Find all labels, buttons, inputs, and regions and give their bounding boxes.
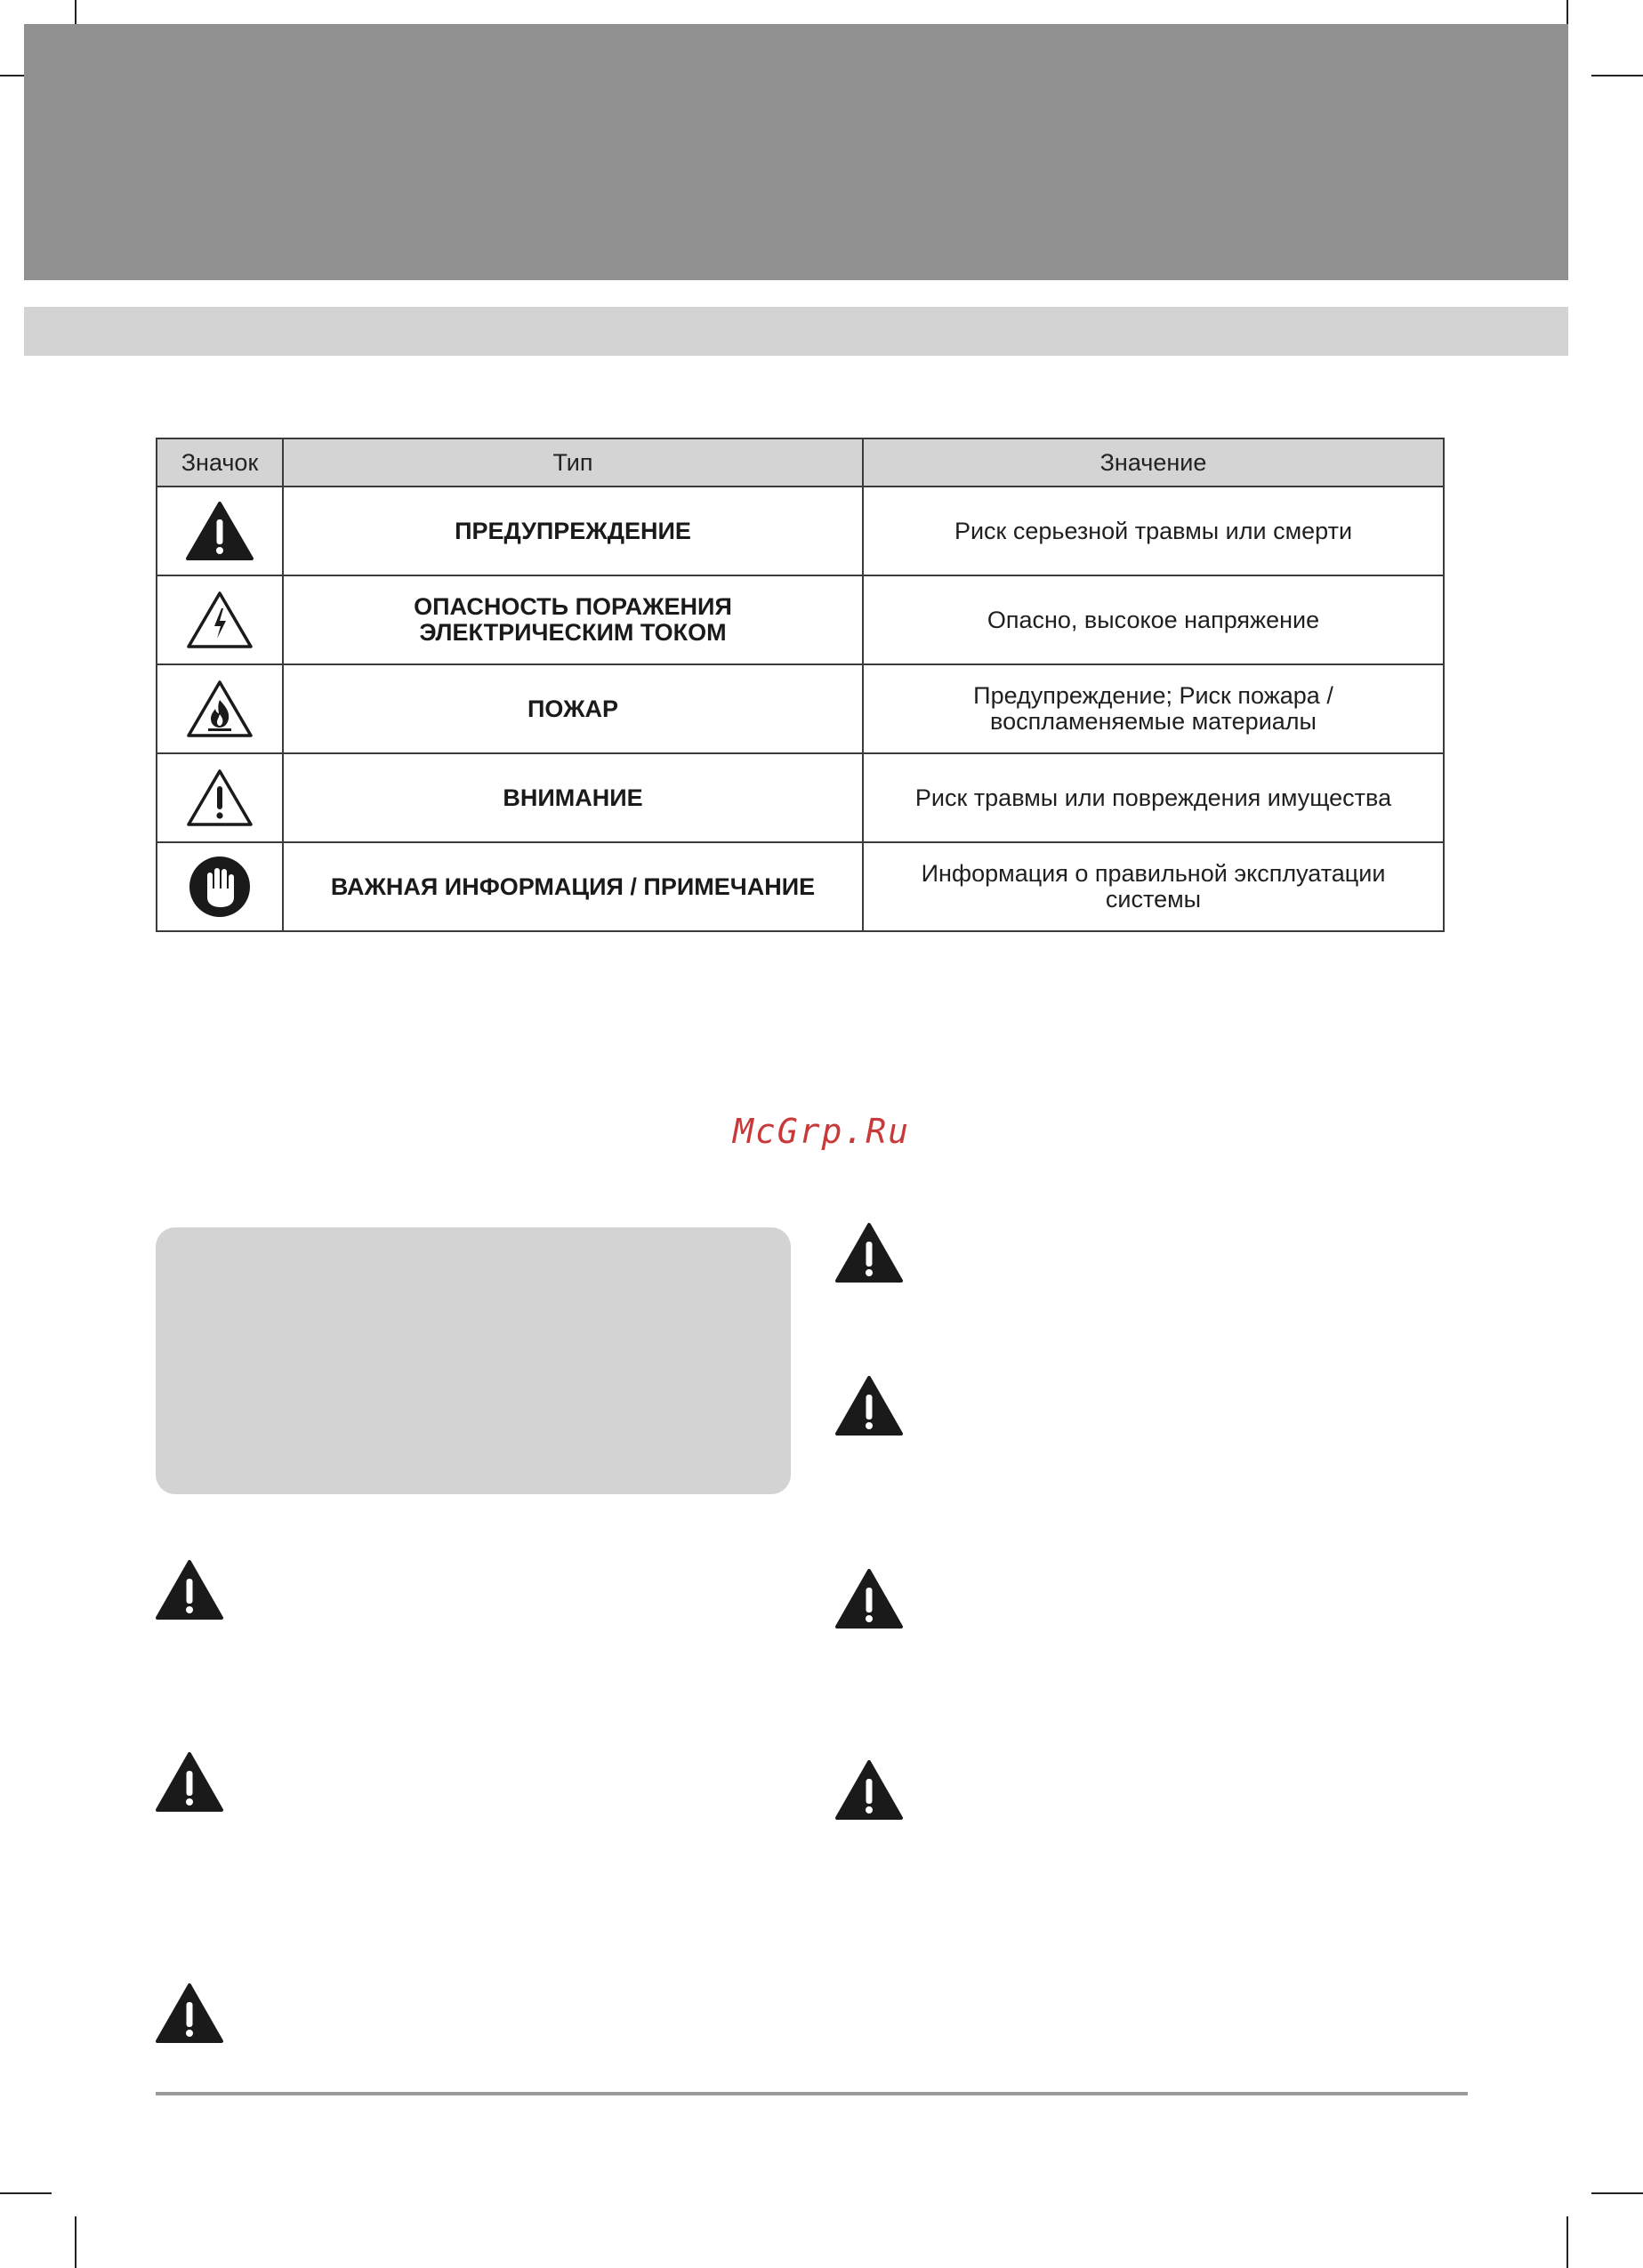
- meaning-text: воспламеняемые материалы: [990, 708, 1317, 735]
- table-header-row: [157, 438, 1444, 487]
- caution-outline-icon: [185, 767, 254, 829]
- type-text: ВНИМАНИЕ: [503, 784, 643, 811]
- type-text: ПОЖАР: [528, 695, 618, 722]
- warning-filled-icon: [185, 500, 254, 562]
- crop-mark: [1591, 75, 1643, 76]
- symbols-table: [156, 438, 1445, 932]
- meaning-text: Риск травмы или повреждения имущества: [914, 784, 1392, 811]
- meaning-text: Информация о правильной эксплуатации: [921, 860, 1386, 887]
- type-text: ЭЛЕКТРИЧЕСКИМ ТОКОМ: [419, 619, 727, 646]
- warning-icon: [834, 1221, 904, 1285]
- warning-icon: [155, 1750, 224, 1814]
- type-cell: [283, 575, 863, 664]
- type-cell: [283, 487, 863, 575]
- section-title-band: [24, 307, 1568, 356]
- warning-icon: [155, 1558, 224, 1622]
- table-row: [157, 487, 1444, 575]
- column-header-meaning: Значение: [863, 438, 1444, 487]
- column-header-type: Тип: [283, 438, 863, 487]
- icon-cell: [157, 753, 283, 842]
- watermark: McGrp.Ru: [732, 1112, 911, 1151]
- meaning-cell: [863, 753, 1444, 842]
- type-text: ПРЕДУПРЕЖДЕНИЕ: [455, 517, 691, 544]
- icon-cell: [157, 664, 283, 753]
- header-band: [24, 24, 1568, 280]
- type-text: ОПАСНОСТЬ ПОРАЖЕНИЯ: [414, 593, 732, 620]
- crop-mark: [0, 2192, 52, 2194]
- hand-stop-icon: [188, 855, 252, 919]
- footer-rule: [156, 2092, 1468, 2095]
- crop-mark: [1566, 2216, 1568, 2268]
- meaning-text: Предупреждение; Риск пожара /: [973, 682, 1333, 709]
- meaning-cell: [863, 664, 1444, 753]
- meaning-cell: [863, 842, 1444, 931]
- type-text: ВАЖНАЯ ИНФОРМАЦИЯ / ПРИМЕЧАНИЕ: [330, 873, 816, 900]
- type-cell: [283, 664, 863, 753]
- warning-icon: [834, 1567, 904, 1631]
- table-row: [157, 664, 1444, 753]
- warning-icon: [834, 1374, 904, 1438]
- meaning-cell: [863, 575, 1444, 664]
- meaning-text: Риск серьезной травмы или смерти: [954, 517, 1353, 544]
- icon-cell: [157, 487, 283, 575]
- meaning-text: Опасно, высокое напряжение: [987, 606, 1320, 633]
- table-row: [157, 575, 1444, 664]
- icon-cell: [157, 842, 283, 931]
- electric-shock-icon: [185, 589, 254, 651]
- meaning-text: системы: [1105, 886, 1202, 913]
- warning-icon: [834, 1758, 904, 1822]
- meaning-cell: [863, 487, 1444, 575]
- table-row: [157, 842, 1444, 931]
- crop-mark: [75, 2216, 77, 2268]
- icon-cell: [157, 575, 283, 664]
- type-cell: [283, 842, 863, 931]
- fire-icon: [185, 678, 254, 740]
- crop-mark: [1591, 2192, 1643, 2194]
- info-box: [156, 1227, 791, 1494]
- type-cell: [283, 753, 863, 842]
- table-row: [157, 753, 1444, 842]
- warning-icon: [155, 1982, 224, 2046]
- column-header-icon: Значок: [157, 438, 283, 487]
